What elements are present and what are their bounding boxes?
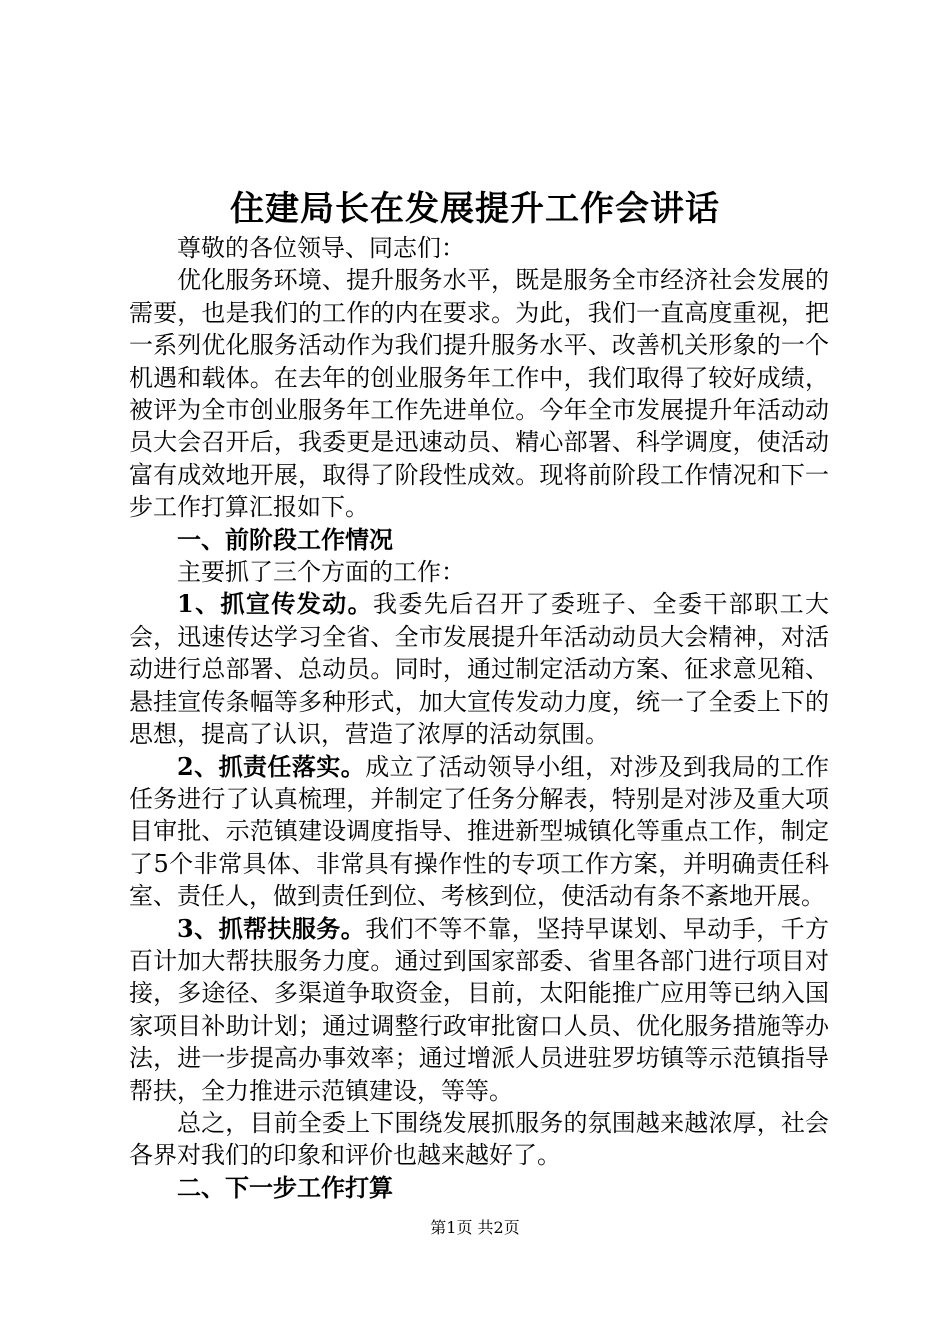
item-2-text: 成立了活动领导小组，对涉及到我局的工作任务进行了认真梳理，并制定了任务分解表，特别是对涉及重大项目审批、示范镇建设调度指导、推进新型城镇化等重点工作，制定了5个非常具体、非常具有操作性的专项工作方案，并明确责任科室、责任人，做到责任到位、考核到位，使活动有条不紊地开展。 — [129, 752, 830, 911]
section-1-heading: 一、前阶段工作情况 — [177, 524, 393, 554]
item-1-text: 我委先后召开了委班子、全委干部职工大会，迅速传达学习全省、全市发展提升年活动动员大会精神，对活动进行总部署、总动员。同时，通过制定活动方案、征求意见箱、悬挂宣传条幅等多种形式，加大宣传发动力度，统一了全委上下的思想，提高了认识，营造了浓厚的活动氛围。 — [129, 590, 830, 749]
item-1-paragraph — [129, 588, 829, 750]
summary-paragraph: 总之，目前全委上下围绕发展抓服务的氛围越来越浓厚，社会各界对我们的印象和评价也越来越好了。 — [129, 1108, 829, 1170]
document-body — [129, 232, 829, 1204]
item-3-lead: 3、抓帮扶服务。 — [177, 913, 366, 943]
page-number: 第1页 共2页 — [430, 1218, 520, 1237]
item-2-paragraph — [129, 751, 829, 913]
item-1-lead: 1、抓宣传发动。 — [177, 589, 373, 619]
section-1-lead: 主要抓了三个方面的工作： — [177, 558, 465, 587]
document-title: 住建局长在发展提升工作会讲话 — [230, 189, 720, 229]
salutation: 尊敬的各位领导、同志们： — [177, 234, 465, 262]
item-2-lead: 2、抓责任落实。 — [177, 751, 366, 781]
intro-paragraph: 优化服务环境、提升服务水平，既是服务全市经济社会发展的需要，也是我们的工作的内在要求。为此，我们一直高度重视，把一系列优化服务活动作为我们提升服务水平、改善机关形象的一个机遇和载体。在去年的创业服务年工作中，我们取得了较好成绩，被评为全市创业服务年工作先进单位。今年全市发展提升年活动动员大会召开后，我委更是迅速动员、精心部署、科学调度，使活动富有成效地开展，取得了阶段性成效。现将前阶段工作情况和下一步工作打算汇报如下。 — [129, 266, 829, 522]
section-2-heading: 二、下一步工作打算 — [177, 1172, 393, 1202]
item-3-text: 我们不等不靠，坚持早谋划、早动手，千方百计加大帮扶服务力度。通过到国家部委、省里各部门进行项目对接，多途径、多渠道争取资金，目前，太阳能推广应用等已纳入国家项目补助计划；通过调整行政审批窗口人员、优化服务措施等办法，进一步提高办事效率；通过增派人员进驻罗坊镇等示范镇指导帮扶，全力推进示范镇建设，等等。 — [129, 914, 830, 1105]
item-3-paragraph — [129, 913, 829, 1107]
